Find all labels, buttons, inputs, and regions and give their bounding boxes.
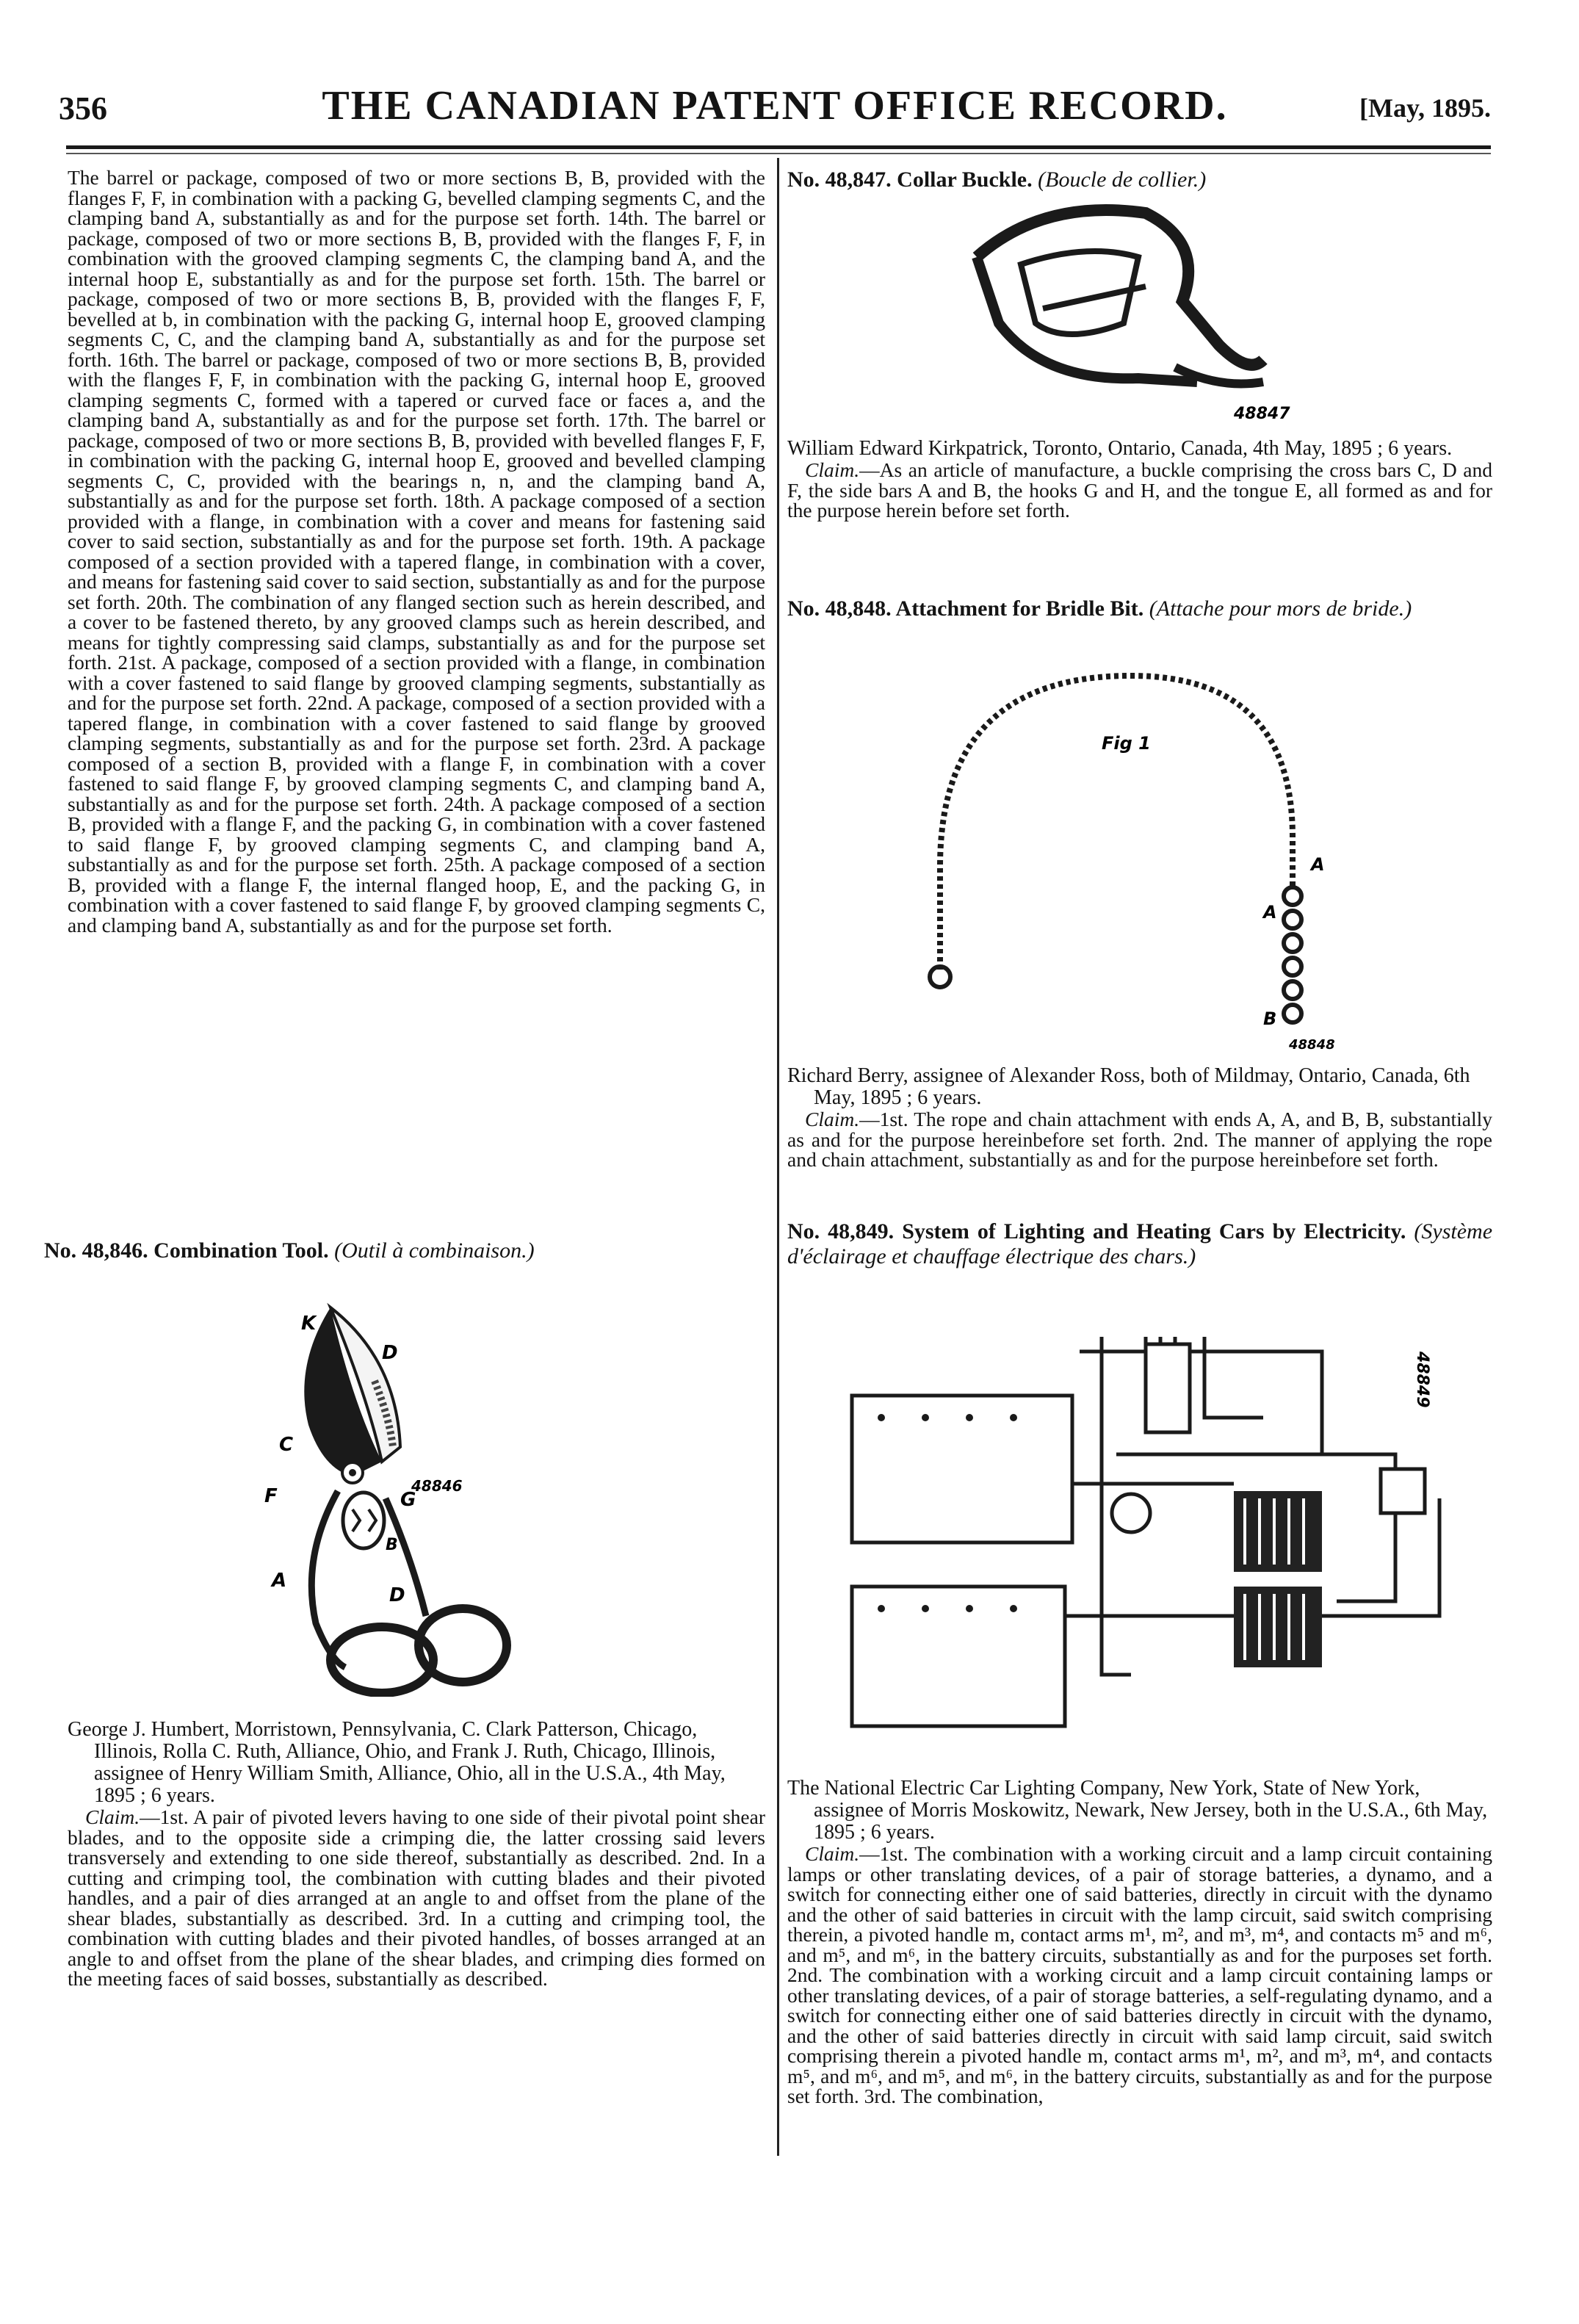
patent-48849-body bbox=[787, 1778, 1492, 2107]
car-lighting-circuit-figure bbox=[823, 1307, 1454, 1748]
fig-label-1: Fig 1 bbox=[1102, 733, 1151, 754]
patent-48849-inventors: The National Electric Car Lighting Company, New York, State of New York, assignee of Morris Moskowitz, Newark, New Jersey, both in the U.S.A., 6th May, 1895 ; 6 years. bbox=[787, 1777, 1488, 1844]
patent-48847-claim-text: —As an article of manufacture, a buckle comprising the cross bars C, D and F, the side bars A and B, the hooks G and H, and the tongue E, all formed as and for the purpose herein before set forth. bbox=[787, 458, 1492, 522]
bridle-bit-drawing bbox=[911, 646, 1351, 1058]
left-rope-ring bbox=[930, 967, 950, 987]
dynamo-box bbox=[1146, 1344, 1190, 1432]
combination-tool-figure bbox=[242, 1278, 551, 1697]
patent-48848-title: Attachment for Bridle Bit. bbox=[895, 596, 1144, 621]
patent-48846-heading bbox=[44, 1238, 771, 1263]
fig-label-b: B bbox=[1263, 1008, 1277, 1029]
issue-date: [May, 1895. bbox=[1359, 93, 1491, 123]
patent-48848-claim-text: —1st. The rope and chain attachment with ends A, A, and B, B, substantially as and for the purpose hereinbefore set forth. 2nd. The manner of applying the rope and chain attachment, substantially as and for the purpose hereinbefore set forth. bbox=[787, 1108, 1492, 1171]
fig-label-b: B bbox=[386, 1536, 398, 1554]
patent-48849-heading bbox=[787, 1219, 1492, 1269]
patent-48849-french-title: (Système d'éclairage et chauffage électrique des chars.) bbox=[787, 1219, 1493, 1269]
pivoted-switch-handle bbox=[1112, 1494, 1150, 1532]
patent-48846-inventors: George J. Humbert, Morristown, Pennsylvania, C. Clark Patterson, Chicago, Illinois, Rolla C. Ruth, Alliance, Ohio, and Frank J. Ruth, Chicago, Illinois, assignee of Henry William Smith, Alliance, Ohio, all in the U.S.A., 4th May, 1895 ; 6 years. bbox=[68, 1718, 726, 1807]
patent-48847-french-title: (Boucle de collier.) bbox=[1038, 167, 1207, 192]
storage-battery-2 bbox=[1234, 1587, 1322, 1667]
combination-tool-drawing bbox=[242, 1278, 551, 1697]
journal-title: THE CANADIAN PATENT OFFICE RECORD. bbox=[322, 83, 1228, 129]
patent-48847-body bbox=[787, 438, 1492, 521]
patent-48849-claim bbox=[787, 1844, 1492, 2107]
fig-number-48849: 48849 bbox=[1413, 1352, 1431, 1408]
column-divider bbox=[777, 158, 779, 2156]
fig-label-a: A bbox=[272, 1570, 287, 1592]
continued-claims-paragraph: The barrel or package, composed of two or more sections B, B, provided with the flanges F, F, in combination with a packing G, bevelled clamping segments C, and the clamping band A, substantially as and for the purpose set forth. 14th. The barrel or package, composed of two or more sections B, B, provided with the flanges F, F, in combination with the grooved clamping segments C, the clamping band A, and the internal hoop E, substantially as and for the purpose set forth. 15th. The barrel or package, composed of two or more sections B, B, provided with the flanges F, F, bevelled at b, in combination with the packing G, internal hoop E, grooved clamping segments C, C, and the clamping band A, substantially as and for the purpose set forth. 16th. The barrel or package, composed of two or more sections B, B, provided with the flanges F, F, in combination with the packing G, internal hoop E, grooved clamping segments C, formed with a tapered or curved face or faces a, and the clamping band A, substantially as and for the purpose set forth. 17th. The barrel or package, composed of two or more sections B, B, provided with bevelled flanges F, F, in combination with the packing G, internal hoop E, grooved and bevelled clamping segments C, C, provided with the bearings n, n, and the clamping band A, substantially as and for the purpose set forth. 18th. A package composed of a section provided with a flange, in combination with a cover and means for fastening said cover to said section, substantially as and for the purpose set forth. 19th. A package composed of a section provided with a tapered flange, in combination with a cover, and means for fastening said cover to said section, substantially as and for the purpose set forth. 20th. The combination of any flanged section such as herein described, and a cover to be fastened thereto, by any grooved clamps such as herein described, and means for tightly compressing said clamps, substantially as and for the purpose set forth. 21st. A package, composed of a section provided with a flange, in combination with a cover fastened to said flange by grooved clamping segments, substantially as and for the purpose set forth. 22nd. A package, composed of a section provided with a tapered flange, in combination with a cover fastened to said flange by grooved clamping segments, substantially as and for the purpose set forth. 23rd. A package composed of a section B, provided with a flange F, in combination with a cover fastened to said flange F, by grooved clamping segments C, and clamping band A, substantially as and for the purpose set forth. 24th. A package composed of a section B, provided with a flange F, and the packing G, in combination with a cover fastened to said flange F, by grooved clamping segments C, and clamping band A, substantially as and for the purpose set forth. 25th. A package composed of a section B, provided with a flange F, the internal flanged hoop, E, and the packing G, in combination with a cover fastened to said flange F, by grooved clamping segments C, and clamping band A, substantially as and for the purpose set forth. bbox=[68, 166, 765, 937]
car-lighting-circuit-drawing bbox=[823, 1307, 1454, 1748]
fig-label-f: F bbox=[264, 1485, 278, 1507]
patent-48849-claim-label: Claim. bbox=[805, 1842, 860, 1865]
collar-buckle-figure bbox=[955, 198, 1293, 433]
crimping-die bbox=[343, 1493, 384, 1548]
fig-label-c: C bbox=[279, 1434, 294, 1456]
continued-claims-text bbox=[68, 167, 765, 1233]
patent-48848-inventors: Richard Berry, assignee of Alexander Ross, both of Mildmay, Ontario, Canada, 6th May, 1895 ; 6 years. bbox=[787, 1064, 1470, 1109]
patent-48846-title: Combination Tool. bbox=[153, 1238, 329, 1263]
header-rule bbox=[66, 145, 1491, 149]
patent-48846-french-title: (Outil à combinaison.) bbox=[334, 1238, 535, 1263]
patent-48847-claim-label: Claim. bbox=[805, 458, 860, 481]
patent-48846-claim-label: Claim. bbox=[85, 1805, 140, 1828]
patent-48847-number: No. 48,847. bbox=[787, 167, 892, 192]
fig-label-k: K bbox=[301, 1313, 317, 1335]
patent-48848-body bbox=[787, 1065, 1492, 1170]
fig-label-a2: A bbox=[1263, 902, 1277, 923]
storage-battery-1 bbox=[1234, 1491, 1322, 1572]
fig-label-g: G bbox=[400, 1489, 416, 1511]
page-header bbox=[59, 82, 1491, 134]
patent-48846-claim bbox=[68, 1807, 765, 1989]
patent-48848-claim bbox=[787, 1109, 1492, 1170]
collar-buckle-drawing bbox=[955, 198, 1293, 433]
fig-label-d-bottom: D bbox=[389, 1584, 405, 1606]
chain-links bbox=[1284, 887, 1301, 1022]
lamp-dots bbox=[878, 1414, 1017, 1612]
patent-48846-number: No. 48,846. bbox=[44, 1238, 148, 1263]
page-number: 356 bbox=[59, 90, 107, 126]
patent-48846-body bbox=[68, 1719, 765, 1989]
patent-48847-title: Collar Buckle. bbox=[897, 167, 1033, 192]
patent-48848-french-title: (Attache pour mors de bride.) bbox=[1149, 596, 1412, 621]
header-rule-thin bbox=[66, 153, 1491, 154]
patent-48849-claim-text: —1st. The combination with a working circuit and a lamp circuit containing lamps or other translating devices, of a pair of storage batteries, a dynamo, and a switch for connecting either one of said batteries, directly in circuit with the dynamo and the other of said batteries in circuit with the lamp circuit, said switch comprising therein, a pivoted handle m, contact arms m¹, m², and m³, m⁴, and contacts m⁵ and m⁶, and m⁵, and m⁶, in the battery circuits, substantially as and for the purposes set forth. 2nd. The combination with a working circuit and a lamp circuit containing lamps or other translating devices, of a pair of storage batteries, a self-regulating dynamo, and a switch for connecting either one of said batteries directly in circuit with the dynamo, and the other of said batteries directly in circuit with said lamp circuit, said switch comprising therein a pivoted handle m, contact arms m¹, m², and m³, m⁴, and contacts m⁵, and m⁶, and m⁵, and m⁶, in the battery circuits, substantially as and for the purpose set forth. 3rd. The combination, bbox=[787, 1842, 1492, 2107]
patent-48849-title: System of Lighting and Heating Cars by Electricity. bbox=[902, 1219, 1406, 1244]
bridle-bit-figure bbox=[911, 646, 1351, 1058]
lamp-device bbox=[1381, 1469, 1425, 1513]
patent-48847-heading bbox=[787, 167, 1492, 192]
fig-number-48846: 48846 bbox=[411, 1477, 463, 1495]
rope-loop bbox=[940, 676, 1293, 970]
pivot-pin bbox=[349, 1469, 356, 1476]
patent-48847-claim bbox=[787, 460, 1492, 521]
patent-48848-number: No. 48,848. bbox=[787, 596, 892, 621]
patent-48848-heading bbox=[787, 596, 1492, 621]
patent-48847-inventors: William Edward Kirkpatrick, Toronto, Ontario, Canada, 4th May, 1895 ; 6 years. bbox=[787, 437, 1453, 460]
fig-number-48848: 48848 bbox=[1289, 1037, 1335, 1053]
fig-label-a1: A bbox=[1311, 854, 1325, 875]
fig-number-48847: 48847 bbox=[1234, 405, 1290, 423]
patent-48849-number: No. 48,849. bbox=[787, 1219, 895, 1244]
patent-48848-claim-label: Claim. bbox=[805, 1108, 860, 1130]
fig-label-d-top: D bbox=[382, 1342, 398, 1364]
patent-48846-claim-text: —1st. A pair of pivoted levers having to one side of their pivotal point shear blades, and to the opposite side a crimping die, the latter crossing said levers transversely and extending to one side thereof, substantially as described. 2nd. In a cutting and crimping tool, the combination with cutting blades and their pivoted handles, and a pair of dies arranged at an angle to and offset from the plane of the shear blades, substantially as described. 3rd. In a cutting and crimping tool, the combination with cutting blades and their pivoted handles, of bosses arranged at an angle to and offset from the plane of the shear blades, and crimping dies formed on the meeting faces of said bosses, substantially as described. bbox=[68, 1805, 765, 1990]
